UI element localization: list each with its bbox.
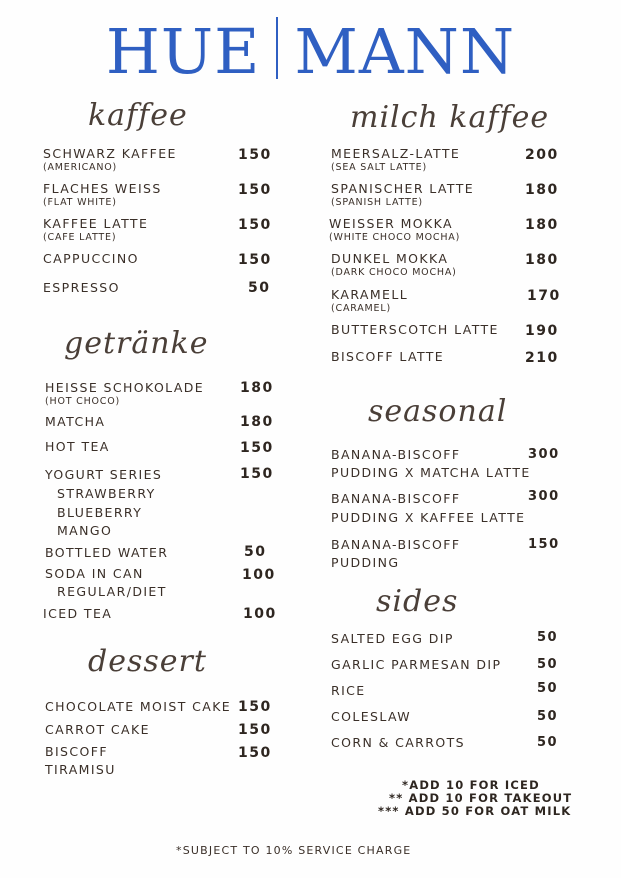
item-name: SCHWARZ KAFFEE [43,146,177,161]
item-name: SALTED EGG DIP [331,631,454,646]
item-name: BISCOFF LATTE [331,349,445,364]
item-price: 150 [238,699,272,715]
item-name: ESPRESSO [43,280,120,295]
item-price: 210 [525,350,559,366]
item-name-line2: PUDDING [331,555,400,570]
item-price: 50 [244,544,267,560]
item-name: HOT TEA [45,439,110,454]
note-iced: *ADD 10 FOR ICED [402,778,540,792]
item-subtitle: (SPANISH LATTE) [331,197,423,208]
item-price: 180 [240,414,274,430]
item-price: 50 [537,709,559,724]
item-name: FLACHES WEISS [43,181,162,196]
item-subtitle: (AMERICANO) [43,162,118,173]
item-name: MEERSALZ-LATTE [331,146,461,161]
note-takeout: ** ADD 10 FOR TAKEOUT [389,791,573,805]
item-price: 50 [537,681,559,696]
item-name-line2: PUDDING X KAFFEE LATTE [331,510,526,525]
item-subtitle: (DARK CHOCO MOCHA) [331,267,457,278]
item-option: STRAWBERRY [57,486,156,501]
item-name: GARLIC PARMESAN DIP [331,657,502,672]
item-name: YOGURT SERIES [45,467,163,482]
item-name: BANANA-BISCOFF [331,537,461,552]
item-price: 180 [525,252,559,268]
item-name: DUNKEL MOKKA [331,251,449,266]
item-name: BANANA-BISCOFF [331,491,461,506]
item-price: 300 [528,447,560,462]
note-oat-milk: *** ADD 50 FOR OAT MILK [378,804,572,818]
item-name: ICED TEA [43,606,113,621]
item-name: COLESLAW [331,709,412,724]
item-name: BANANA-BISCOFF [331,447,461,462]
item-price: 50 [537,657,559,672]
item-subtitle: (HOT CHOCO) [45,396,121,407]
item-price: 170 [527,288,561,304]
section-title-milch-kaffee: milch kaffee [350,100,550,135]
item-option: BLUEBERRY [57,505,143,520]
item-price: 150 [240,466,274,482]
item-name: CHOCOLATE MOIST CAKE [45,699,232,714]
brand-name-right: MANN [294,15,516,88]
item-name-line2: PUDDING X MATCHA LATTE [331,465,531,480]
brand-name-left: HUE [105,15,261,88]
item-price: 150 [528,537,560,552]
item-price: 50 [248,280,271,296]
item-price: 150 [238,252,272,268]
item-price: 180 [525,217,559,233]
item-subtitle: (CARAMEL) [331,303,391,314]
item-name: CARROT CAKE [45,722,150,737]
item-name: KARAMELL [331,287,409,302]
item-option: REGULAR/DIET [57,584,167,599]
item-price: 150 [238,182,272,198]
item-price: 150 [238,217,272,233]
brand-divider [276,17,278,79]
service-charge-footer: *SUBJECT TO 10% SERVICE CHARGE [176,844,412,857]
item-subtitle: (CAFE LATTE) [43,232,117,243]
item-price: 300 [528,489,560,504]
item-name: KAFFEE LATTE [43,216,149,231]
item-option: MANGO [57,523,113,538]
item-price: 100 [242,567,276,583]
item-name: BUTTERSCOTCH LATTE [331,322,499,337]
item-name: BOTTLED WATER [45,545,169,560]
item-subtitle: (SEA SALT LATTE) [331,162,427,173]
item-price: 100 [243,606,277,622]
item-name: BISCOFF [45,744,108,759]
item-price: 190 [525,323,559,339]
item-price: 150 [238,745,272,761]
item-price: 180 [240,380,274,396]
item-price: 50 [537,735,559,750]
item-name: WEISSER MOKKA [329,216,453,231]
section-title-sides: sides [376,584,459,619]
section-title-getraenke: getränke [64,326,209,361]
item-name: SPANISCHER LATTE [331,181,475,196]
brand-logo [0,14,621,90]
item-price: 150 [238,722,272,738]
item-name-line2: TIRAMISU [45,762,116,777]
item-price: 150 [238,147,272,163]
item-price: 50 [537,630,559,645]
item-name: CAPPUCCINO [43,251,139,266]
item-name: RICE [331,683,366,698]
item-subtitle: (FLAT WHITE) [43,197,117,208]
item-name: MATCHA [45,414,106,429]
section-title-kaffee: kaffee [88,98,188,133]
item-name: CORN & CARROTS [331,735,465,750]
item-price: 150 [240,440,274,456]
item-subtitle: (WHITE CHOCO MOCHA) [329,232,461,243]
section-title-dessert: dessert [88,644,207,679]
item-price: 180 [525,182,559,198]
item-name: SODA IN CAN [45,566,144,581]
item-name: HEISSE SCHOKOLADE [45,380,205,395]
section-title-seasonal: seasonal [368,394,508,429]
item-price: 200 [525,147,559,163]
